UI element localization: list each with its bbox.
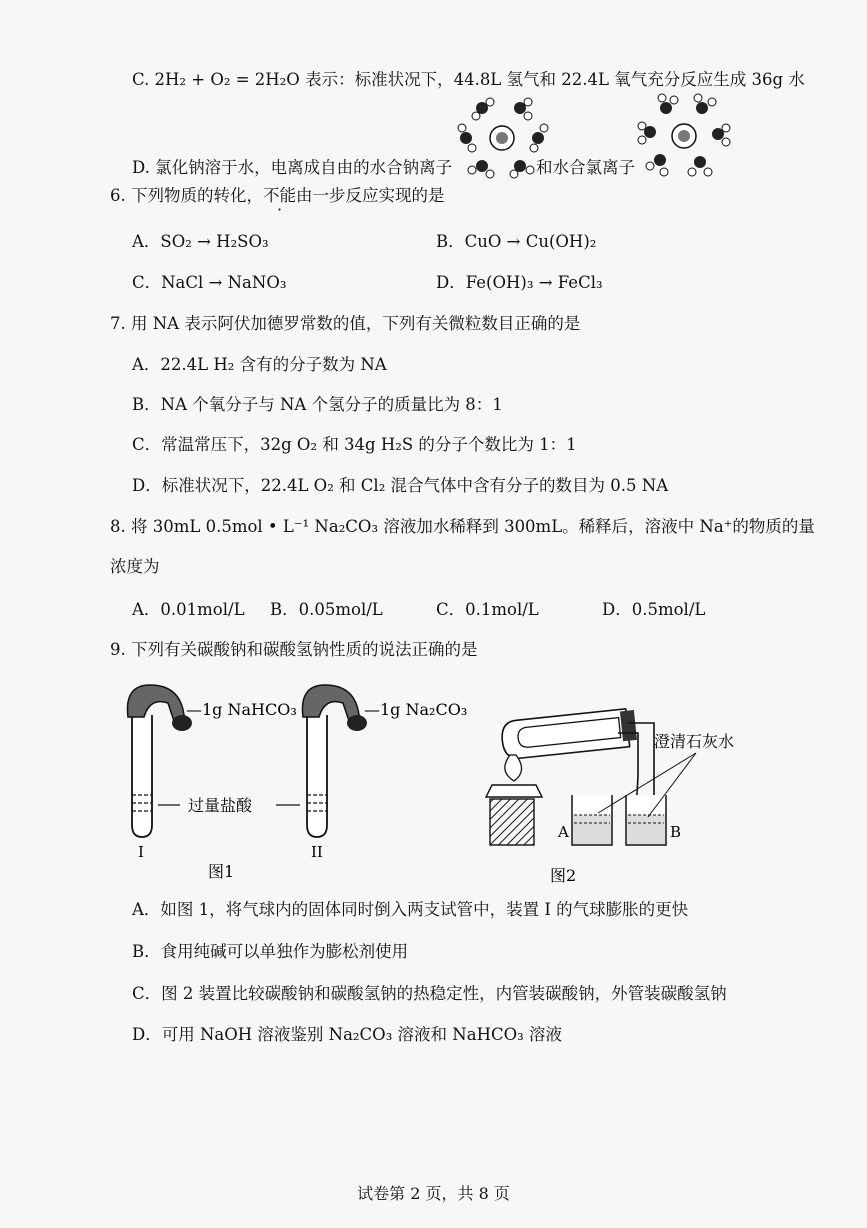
fig1-label-nahco3: —1g NaHCO₃ xyxy=(186,700,297,719)
q8-option-a: A．0.01mol/L xyxy=(132,600,245,619)
fig2-caption: 图2 xyxy=(550,866,577,885)
fig2-beaker-b-label: B xyxy=(670,823,682,841)
q6-option-a: A．SO₂ → H₂SO₃ xyxy=(132,232,269,251)
fig1-tube-1-label: I xyxy=(138,843,144,861)
fig1-tube-2-label: II xyxy=(311,843,323,861)
figure-1-balloon-test-tubes xyxy=(110,675,470,885)
q9-option-d: D．可用 NaOH 溶液鉴别 Na₂CO₃ 溶液和 NaHCO₃ 溶液 xyxy=(132,1025,562,1044)
fig1-label-na2co3: —1g Na₂CO₃ xyxy=(364,700,468,719)
q7-option-d: D．标准状况下，22.4L O₂ 和 Cl₂ 混合气体中含有分子的数目为 0.5 NA xyxy=(132,476,669,495)
q5-option-d-prefix: D. 氯化钠溶于水，电离成自由的水合钠离子 xyxy=(132,158,453,177)
hydrated-chloride-ion-illustration xyxy=(640,96,730,176)
q8-stem-line1: 8. 将 30mL 0.5mol • L⁻¹ Na₂CO₃ 溶液加水稀释到 300mL。稀释后，溶液中 Na⁺的物质的量 xyxy=(110,517,815,536)
q9-option-b: B．食用纯碱可以单独作为膨松剂使用 xyxy=(132,942,409,961)
q5-option-c: C. 2H₂ + O₂ = 2H₂O 表示：标准状况下，44.8L 氢气和 22.4L 氧气充分反应生成 36g 水 xyxy=(132,70,805,89)
hydrated-sodium-ion-illustration xyxy=(458,98,548,178)
fig2-limewater-label: 澄清石灰水 xyxy=(654,732,735,751)
test-tube-2 xyxy=(302,685,367,837)
q7-option-c: C．常温常压下，32g O₂ 和 34g H₂S 的分子个数比为 1：1 xyxy=(132,435,577,454)
q5-option-d-suffix: 和水合氯离子 xyxy=(536,158,635,177)
q6-option-d: D．Fe(OH)₃ → FeCl₃ xyxy=(436,273,603,292)
q6-stem xyxy=(110,186,445,206)
q9-option-a: A．如图 1，将气球内的固体同时倒入两支试管中，装置 I 的气球膨胀的更快 xyxy=(132,900,689,919)
fig1-caption: 图1 xyxy=(208,862,235,881)
q6-stem-post: 由一步反应实现的是 xyxy=(296,186,445,205)
q8-option-c: C．0.1mol/L xyxy=(436,600,539,619)
q9-option-c: C．图 2 装置比较碳酸钠和碳酸氢钠的热稳定性，内管装碳酸钠，外管装碳酸氢钠 xyxy=(132,984,727,1003)
q8-option-b: B．0.05mol/L xyxy=(270,600,383,619)
q7-stem: 7. 用 NA 表示阿伏加德罗常数的值，下列有关微粒数目正确的是 xyxy=(110,314,581,333)
fig1-acid-label: 过量盐酸 xyxy=(188,796,253,815)
q6-option-c: C．NaCl → NaNO₃ xyxy=(132,273,287,292)
q8-option-d: D．0.5mol/L xyxy=(602,600,706,619)
fig2-beaker-a-label: A xyxy=(558,823,569,841)
q7-option-a: A．22.4L H₂ 含有的分子数为 NA xyxy=(132,355,387,374)
page-footer: 试卷第 2 页，共 8 页 xyxy=(357,1184,510,1203)
figure-2-thermal-stability-apparatus xyxy=(478,695,778,890)
q8-stem-line2: 浓度为 xyxy=(110,557,160,576)
q9-stem: 9. 下列有关碳酸钠和碳酸氢钠性质的说法正确的是 xyxy=(110,640,478,659)
q6-stem-pre: 6. 下列物质的转化， xyxy=(110,186,263,205)
test-tube-1 xyxy=(127,685,192,837)
q6-stem-emphasis: 不能 xyxy=(263,186,296,205)
q6-option-b: B．CuO → Cu(OH)₂ xyxy=(436,232,597,251)
q7-option-b: B．NA 个氧分子与 NA 个氢分子的质量比为 8：1 xyxy=(132,395,503,414)
